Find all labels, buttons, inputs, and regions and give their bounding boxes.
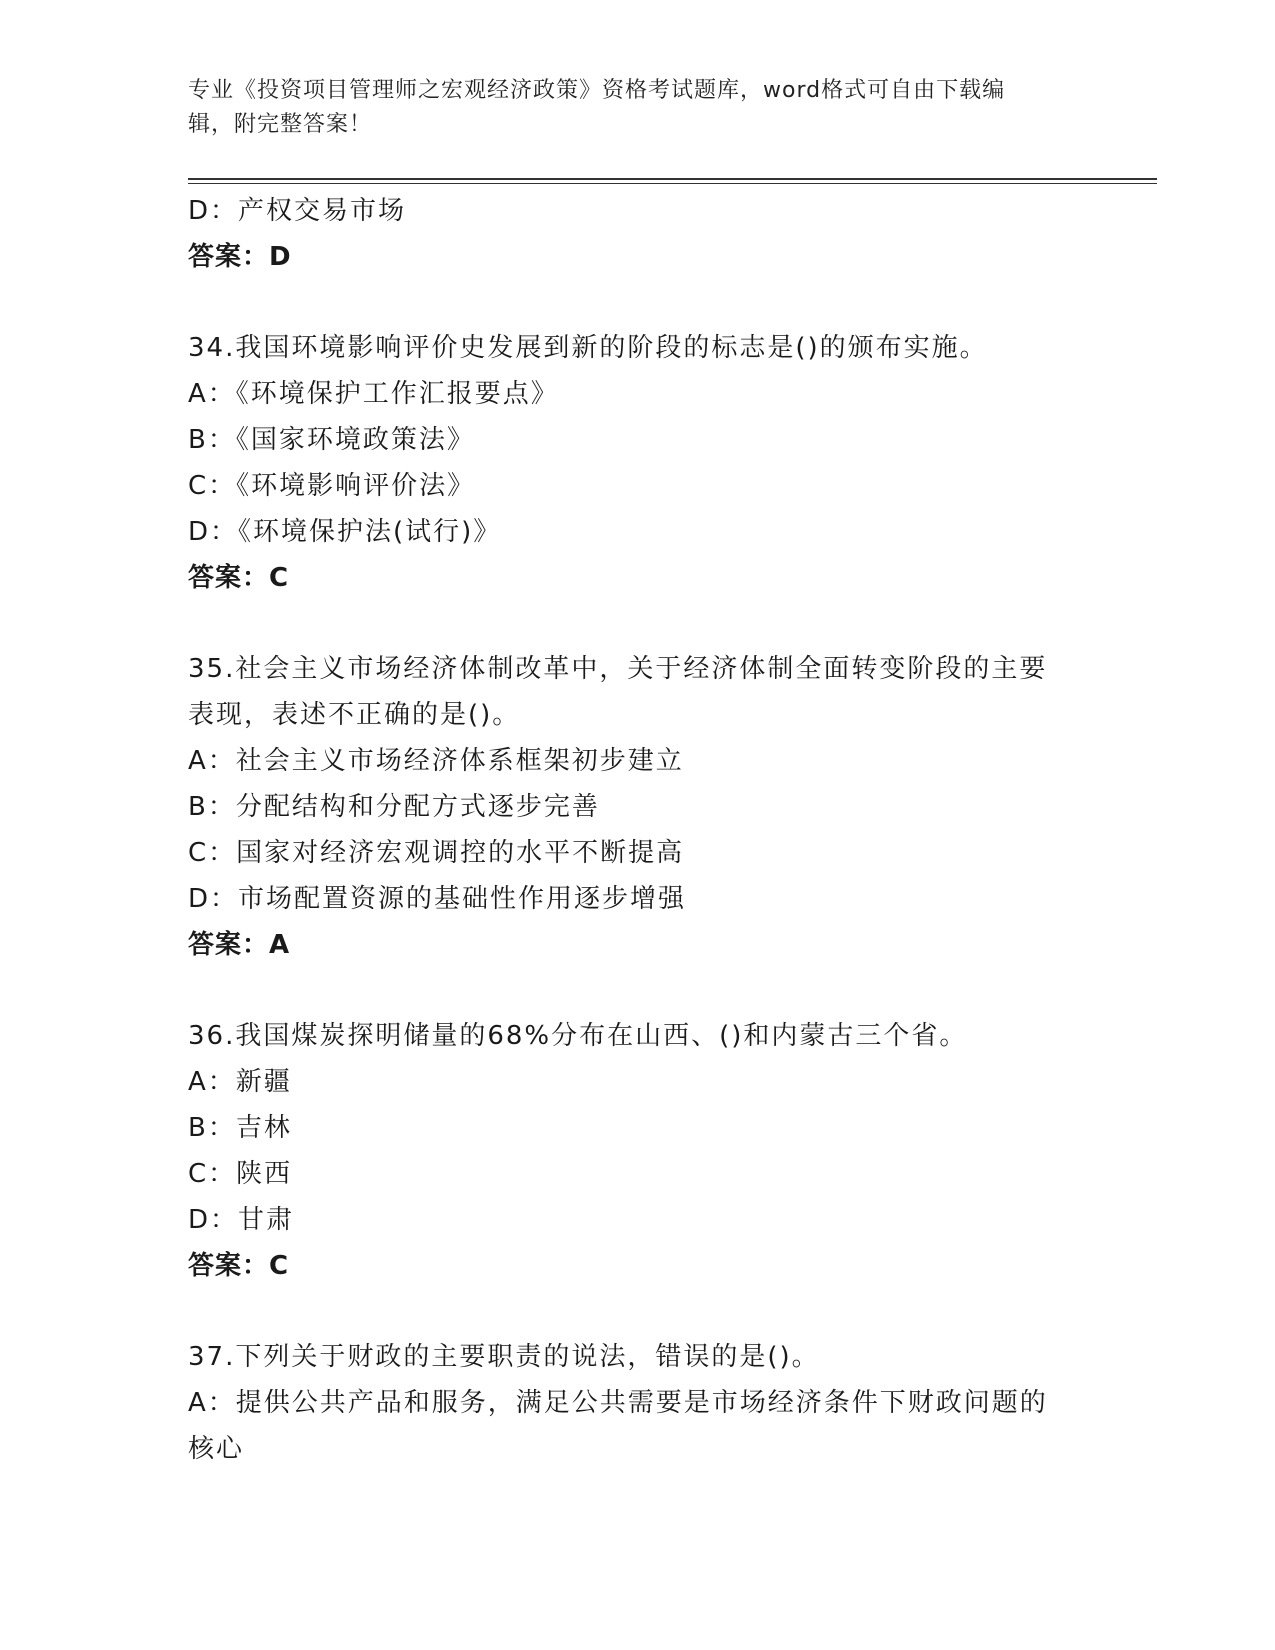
question-stem-line-1: 35.社会主义市场经济体制改革中，关于经济体制全面转变阶段的主要 (188, 654, 1048, 684)
header-line-2: 辑，附完整答案！ (188, 112, 373, 137)
option-a: A：新疆 (188, 1067, 292, 1097)
question-34 (188, 325, 1088, 601)
option-a: A：《环境保护工作汇报要点》 (188, 379, 559, 409)
spacer (188, 601, 1088, 646)
question-stem-line-2: 表现，表述不正确的是()。 (188, 700, 521, 730)
option-d: D：产权交易市场 (188, 196, 407, 226)
option-a: A：社会主义市场经济体系框架初步建立 (188, 746, 684, 776)
answer-line: 答案：C (188, 1251, 290, 1281)
answer-line: 答案：A (188, 930, 291, 960)
header-divider-thin (188, 183, 1157, 184)
option-c: C：国家对经济宏观调控的水平不断提高 (188, 838, 685, 868)
question-stem: 37.下列关于财政的主要职责的说法，错误的是()。 (188, 1342, 820, 1372)
spacer (188, 280, 1088, 325)
question-37 (188, 1334, 1088, 1472)
option-d: D：《环境保护法(试行)》 (188, 517, 502, 547)
question-list (188, 188, 1088, 1472)
option-a-line-1: A：提供公共产品和服务，满足公共需要是市场经济条件下财政问题的 (188, 1388, 1048, 1418)
option-b: B：分配结构和分配方式逐步完善 (188, 792, 600, 822)
option-c: C：《环境影响评价法》 (188, 471, 476, 501)
question-stem: 34.我国环境影响评价史发展到新的阶段的标志是()的颁布实施。 (188, 333, 988, 363)
question-36 (188, 1013, 1088, 1289)
option-b: B：《国家环境政策法》 (188, 425, 475, 455)
spacer (188, 1289, 1088, 1334)
option-d: D：市场配置资源的基础性作用逐步增强 (188, 884, 687, 914)
question-stem: 36.我国煤炭探明储量的68%分布在山西、()和内蒙古三个省。 (188, 1021, 968, 1051)
header-divider-thick (188, 178, 1157, 180)
option-a-line-2: 核心 (188, 1434, 245, 1464)
question-33-tail (188, 188, 1088, 280)
question-35 (188, 646, 1088, 968)
answer-line: 答案：C (188, 563, 290, 593)
spacer (188, 968, 1088, 1013)
header-line-1: 专业《投资项目管理师之宏观经济政策》资格考试题库，word格式可自由下载编 (188, 78, 1006, 103)
page-header (188, 74, 1088, 142)
option-c: C：陕西 (188, 1159, 293, 1189)
option-b: B：吉林 (188, 1113, 292, 1143)
option-d: D：甘肃 (188, 1205, 295, 1235)
answer-line: 答案：D (188, 242, 292, 272)
